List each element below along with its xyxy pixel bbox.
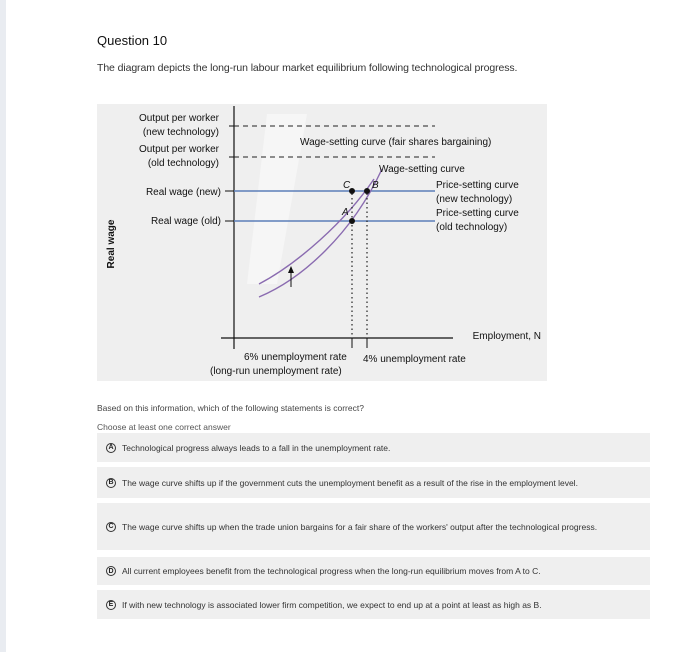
label-price-setting-old-2: (old technology) bbox=[436, 222, 508, 233]
label-wage-setting-fair: Wage-setting curve (fair shares bargaining) bbox=[300, 137, 492, 148]
label-6pct-unemployment: 6% unemployment rate bbox=[244, 352, 347, 363]
question-prompt: Based on this information, which of the following statements is correct? bbox=[97, 403, 364, 413]
option-letter-badge: A bbox=[106, 443, 116, 453]
point-a bbox=[349, 218, 355, 224]
label-output-new-2: (new technology) bbox=[142, 127, 219, 138]
option-text: All current employees benefit from the technological progress when the long-run equilibrium moves from A to C. bbox=[122, 566, 541, 576]
answer-option-b[interactable] bbox=[97, 467, 650, 498]
label-price-setting-new-1: Price-setting curve bbox=[436, 180, 519, 191]
label-output-old-2: (old technology) bbox=[147, 158, 219, 169]
answer-option-c[interactable] bbox=[97, 503, 650, 550]
label-price-setting-new-2: (new technology) bbox=[436, 194, 513, 205]
shift-arrowhead bbox=[288, 266, 294, 273]
option-letter-badge: C bbox=[106, 522, 116, 532]
point-c-label: C bbox=[343, 180, 351, 191]
x-axis-title: Employment, N bbox=[472, 331, 541, 342]
label-real-wage-new: Real wage (new) bbox=[145, 187, 221, 198]
point-b-label: B bbox=[372, 180, 379, 191]
labour-market-diagram bbox=[97, 104, 547, 381]
point-a-label: A bbox=[342, 207, 349, 218]
label-long-run-rate: (long-run unemployment rate) bbox=[210, 366, 342, 377]
option-text: Technological progress always leads to a fall in the unemployment rate. bbox=[122, 442, 391, 453]
label-price-setting-old-1: Price-setting curve bbox=[436, 208, 519, 219]
diagram-svg bbox=[97, 104, 547, 381]
option-text: If with new technology is associated lower firm competition, we expect to end up at a point at least as high as B. bbox=[122, 599, 542, 610]
label-wage-setting: Wage-setting curve bbox=[379, 164, 465, 175]
left-border-strip bbox=[0, 0, 6, 652]
answer-instruction: Choose at least one correct answer bbox=[97, 422, 231, 432]
question-title: Question 10 bbox=[97, 33, 168, 48]
label-output-new-1: Output per worker bbox=[138, 113, 219, 124]
option-text: The wage curve shifts up if the government cuts the unemployment benefit as a result of the rise in the employment level. bbox=[122, 477, 578, 488]
label-4pct-unemployment: 4% unemployment rate bbox=[363, 354, 466, 365]
answer-option-a[interactable] bbox=[97, 433, 650, 462]
option-text: The wage curve shifts up when the trade union bargains for a fair share of the workers' output after the technological progress. bbox=[122, 521, 598, 532]
option-letter-badge: E bbox=[106, 600, 116, 610]
option-letter-badge: B bbox=[106, 478, 116, 488]
answer-option-e[interactable] bbox=[97, 590, 650, 619]
option-letter-badge: D bbox=[106, 566, 116, 576]
answer-option-d[interactable] bbox=[97, 557, 650, 585]
y-axis-title: Real wage bbox=[106, 219, 117, 269]
label-real-wage-old: Real wage (old) bbox=[150, 216, 221, 227]
question-intro: The diagram depicts the long-run labour market equilibrium following technological progress. bbox=[97, 62, 518, 74]
point-b bbox=[364, 188, 370, 194]
label-output-old-1: Output per worker bbox=[138, 144, 219, 155]
